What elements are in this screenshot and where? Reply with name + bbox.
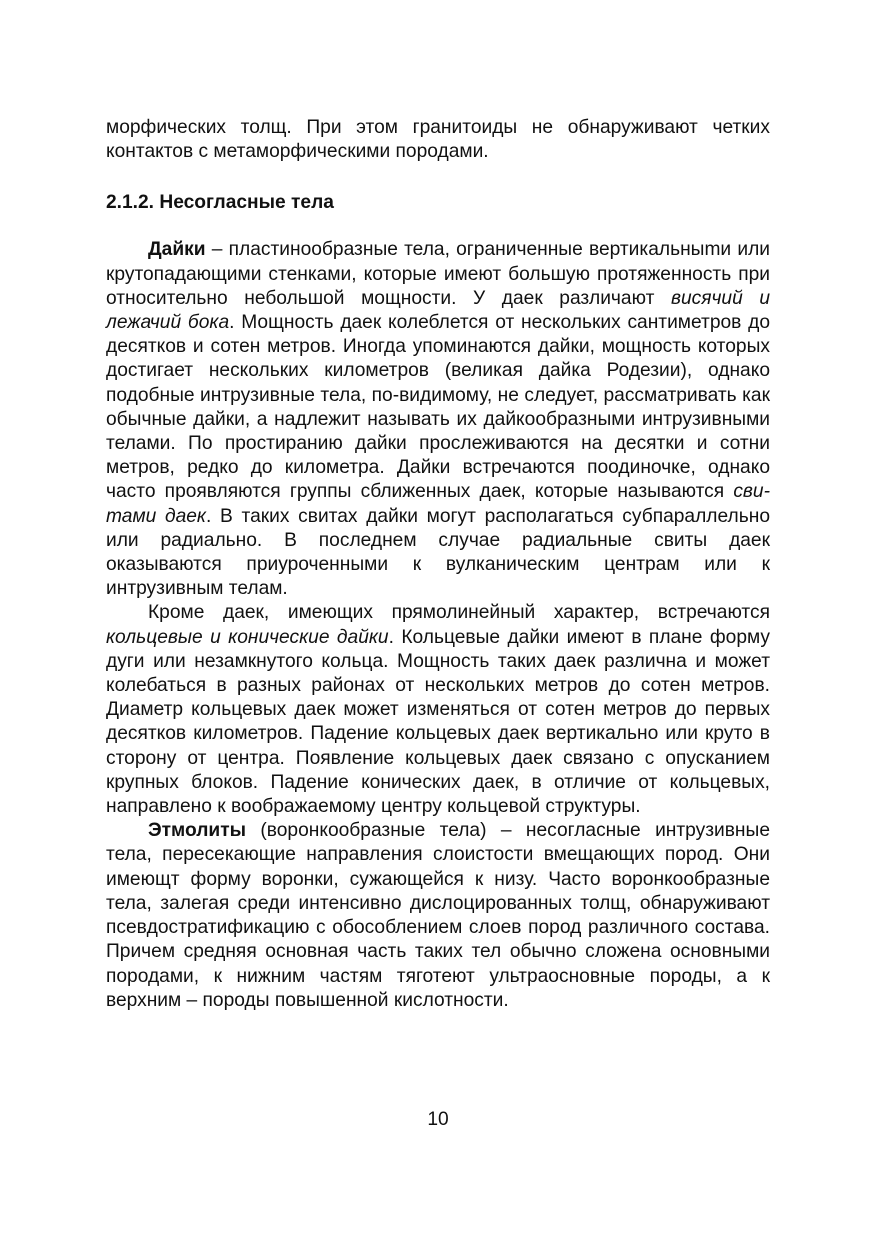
intro-text: морфических толщ. При этом гранитоиды не обнаруживают четких контактов с метаморфическими породами.: [106, 117, 770, 163]
ring-dikes-paragraph: [106, 601, 770, 819]
ring-dikes-italic-1: кольцевые и конические дайки: [106, 626, 389, 648]
section-heading: 2.1.2. Несогласные тела: [106, 192, 334, 214]
ethmolites-term: Этмолиты: [148, 820, 246, 842]
ring-dikes-text-1: Кроме даек, имеющих прямолинейный характер, встречаются: [148, 602, 770, 624]
dikes-italic-2: свитами даек: [106, 481, 770, 527]
dikes-text-3: . В таких свитах дайки могут располагаться субпараллельно или радиально. В последнем случае радиальные свиты даек оказываются приуроченными к вулканическим центрам или к интрузивным телам.: [106, 505, 770, 600]
page-body: [106, 116, 770, 1013]
dikes-paragraph: [106, 238, 770, 601]
ethmolites-text-1: (воронкообразные тела) – несогласные интрузивные тела, пересекающие направления слоистости вмещающих пород. Они имеющт форму воронки, сужающейся к низу. Часто воронкообразные тела, залегая среди интенсивно дислоцированных толщ, обнаруживают псевдостратификацию с обособлением слоев пород различного состава. Причем средняя основная часть таких тел обычно сложена основными породами, к нижним частям тяготеют ультраосновные породы, а к верхним – породы повышенной кислотности.: [106, 820, 770, 1011]
dikes-text-1: – пластинообразные тела, ограниченные вертикальныmи или крутопадающими стенками, которые имеют большую протяженность при относительно небольшой мощности. У даек различают: [106, 239, 770, 309]
dikes-text-2: . Мощность даек колеблется от нескольких сантиметров до десятков и сотен метров. Иногда упоминаются дайки, мощность которых достигает нескольких километров (великая дайка Родезии), однако подобные интрузивные тела, по-видимому, не следует, рассматривать как обычные дайки, а надлежит называть их дайкообразными интрузивными телами. По простиранию дайки прослеживаются на десятки и сотни метров, редко до километра. Дайки встречаются поодиночке, однако часто проявляются группы сближенных даек, которые называются: [106, 312, 771, 503]
ring-dikes-text-2: . Кольцевые дайки имеют в плане форму дуги или незамкнутого кольца. Мощность таких даек различна и может колебаться в разных районах от нескольких метров до сотен метров. Диаметр кольцевых даек может изменяться от сотен метров до первых десятков километров. Падение кольцевых даек вертикально или круто в сторону от центра. Появление кольцевых даек связано с опусканием крупных блоков. Падение конических даек, в отличие от кольцевых, направлено к воображаемому центру кольцевой структуры.: [106, 626, 770, 818]
ethmolites-paragraph: [106, 819, 770, 1013]
page-number: 10: [427, 1109, 449, 1130]
dikes-term: Дайки: [148, 239, 206, 261]
dikes-italic-1: висячий и лежачий бока: [106, 287, 770, 334]
intro-paragraph: [106, 116, 770, 164]
